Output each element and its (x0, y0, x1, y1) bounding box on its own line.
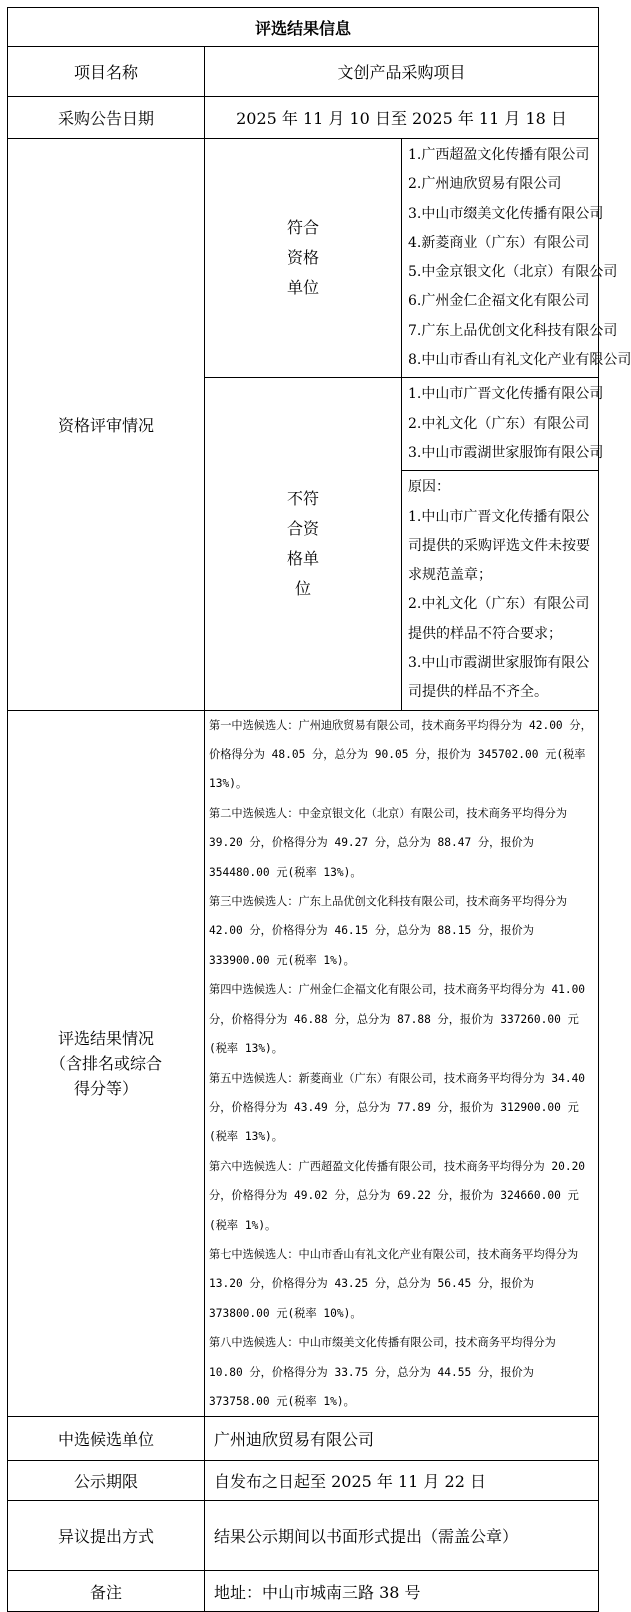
project-name-label: 项目名称 (8, 47, 205, 97)
reason-item: 1.中山市广晋文化传播有限公司提供的采购评选文件未按要求规范盖章； (408, 508, 590, 584)
list-item: 6.广州金仁企福文化有限公司 (408, 293, 590, 310)
list-item: 7.广东上品优创文化科技有限公司 (408, 322, 618, 339)
list-item: 8.中山市香山有礼文化产业有限公司 (408, 352, 631, 369)
evaluation-results-list (205, 710, 599, 1417)
list-item: 3.中山市霞湖世家服饰有限公司 (408, 444, 604, 461)
candidate-item: 第三中选候选人：广东上品优创文化科技有限公司，技术商务平均得分为 42.00 分，价格得分为 46.15 分，总分为 88.15 分，报价为 333900.00 元(税率 1%)。 (209, 895, 568, 967)
unqualified-units-label: 不符合资格单位 (205, 378, 402, 710)
publicity-period-value: 自发布之日起至 2025 年 11 月 22 日 (205, 1461, 599, 1501)
publicity-period-label: 公示期限 (8, 1461, 205, 1501)
candidate-item: 第五中选候选人：新菱商业（广东）有限公司，技术商务平均得分为 34.40 分，价格得分为 43.49 分，总分为 77.89 分，报价为 312900.00 元(税率 13%)。 (209, 1071, 586, 1144)
remark-label: 备注 (8, 1571, 205, 1612)
reason-item: 3.中山市霞湖世家服饰有限公司提供的样品不齐全。 (408, 655, 590, 701)
announcement-date-value: 2025 年 11 月 10 日至 2025 年 11 月 18 日 (205, 97, 599, 139)
announcement-date-label: 采购公告日期 (8, 97, 205, 139)
remark-value: 地址：中山市城南三路 38 号 (205, 1571, 599, 1612)
winner-value: 广州迪欣贸易有限公司 (205, 1417, 599, 1461)
reason-item: 原因： (408, 479, 450, 496)
candidate-item: 第一中选候选人：广州迪欣贸易有限公司，技术商务平均得分为 42.00 分，价格得分为 48.05 分，总分为 90.05 分，报价为 345702.00 元(税率 13%)。 (209, 718, 592, 791)
list-item: 2.广州迪欣贸易有限公司 (408, 176, 562, 193)
winner-label: 中选候选单位 (8, 1417, 205, 1461)
qualified-units-list (402, 139, 631, 378)
candidate-item: 第二中选候选人：中金京银文化（北京）有限公司，技术商务平均得分为 39.20 分，价格得分为 49.27 分，总分为 88.47 分，报价为 354480.00 元(税率 13%)。 (209, 806, 568, 879)
list-item: 4.新菱商业（广东）有限公司 (408, 234, 590, 251)
candidate-item: 第六中选候选人：广西超盈文化传播有限公司，技术商务平均得分为 20.20 分，价格得分为 49.02 分，总分为 69.22 分，报价为 324660.00 元(税率 1%)。 (209, 1159, 586, 1232)
reason-item: 2.中礼文化（广东）有限公司提供的样品不符合要求； (408, 596, 590, 642)
project-name-value: 文创产品采购项目 (205, 47, 599, 97)
list-item: 1.中山市广晋文化传播有限公司 (408, 386, 604, 403)
evaluation-results-label: 评选结果情况（含排名或综合得分等） (8, 710, 205, 1417)
objection-method-value: 结果公示期间以书面形式提出（需盖公章） (205, 1501, 599, 1571)
list-item: 1.广西超盈文化传播有限公司 (408, 147, 590, 163)
unqualified-units-list (402, 378, 604, 471)
unqualified-reasons (402, 471, 599, 710)
list-item: 5.中金京银文化（北京）有限公司 (408, 264, 618, 281)
list-item: 2.中礼文化（广东）有限公司 (408, 415, 590, 432)
candidate-item: 第八中选候选人：中山市缀美文化传播有限公司，技术商务平均得分为 10.80 分，价格得分为 33.75 分，总分为 44.55 分，报价为 373758.00 元(税率 1%)。 (209, 1336, 556, 1408)
list-item: 3.中山市缀美文化传播有限公司 (408, 205, 604, 222)
objection-method-label: 异议提出方式 (8, 1501, 205, 1571)
result-table (7, 7, 631, 1612)
qualification-review-label: 资格评审情况 (8, 139, 205, 711)
candidate-item: 第四中选候选人：广州金仁企福文化有限公司，技术商务平均得分为 41.00 分，价格得分为 46.88 分，总分为 87.88 分，报价为 337260.00 元(税率 13%)。 (209, 983, 586, 1056)
candidate-item: 第七中选候选人：中山市香山有礼文化产业有限公司，技术商务平均得分为 13.20 分，价格得分为 43.25 分，总分为 56.45 分，报价为 373800.00 元(税率 10%)。 (209, 1247, 579, 1320)
qualified-units-label: 符合资格单位 (205, 139, 402, 378)
table-title: 评选结果信息 (8, 8, 599, 47)
